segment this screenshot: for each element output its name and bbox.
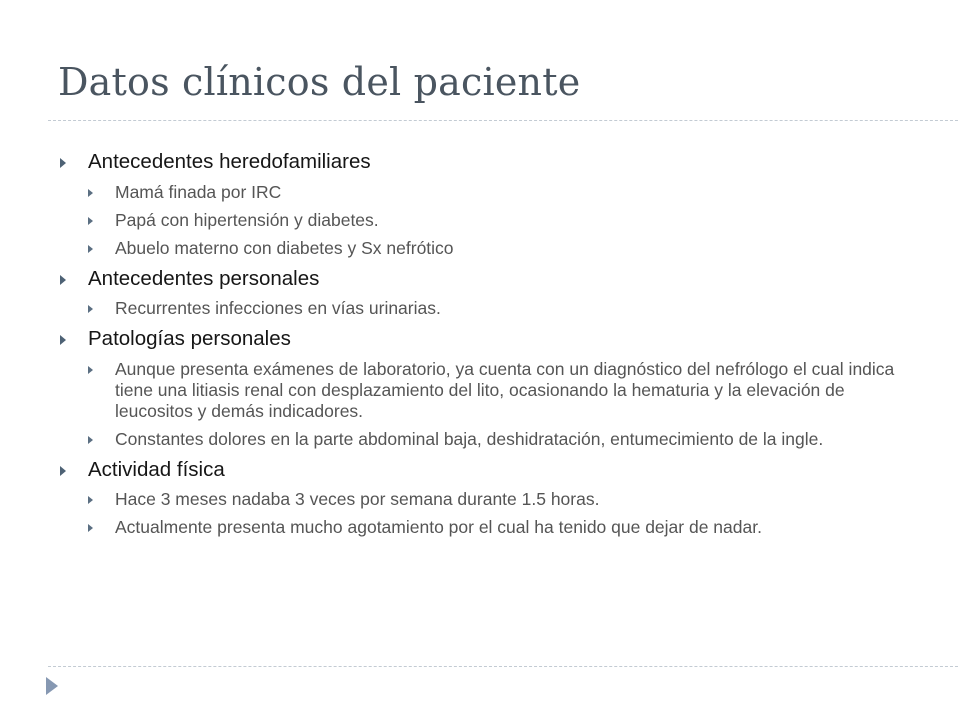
section-heading-text: Patologías personales [88,327,291,351]
list-item [58,182,908,203]
list-item [58,359,908,422]
sub-bullet-arrow-icon [88,496,93,504]
list-item-text: Constantes dolores en la parte abdominal baja, deshidratación, entumecimiento de la ingle. [115,428,824,449]
sub-bullet-arrow-icon [88,189,93,197]
title-divider [48,120,960,121]
slide-title: Datos clínicos del paciente [58,60,581,104]
section-heading-antecedentes-personales [58,267,908,292]
section-heading-antecedentes-heredofamiliares [58,150,908,175]
slide-content [58,150,908,538]
sub-bullet-arrow-icon [88,524,93,532]
sub-bullet-arrow-icon [88,245,93,253]
sub-bullet-arrow-icon [88,436,93,444]
list-item-text: Papá con hipertensión y diabetes. [115,209,379,230]
sub-bullet-arrow-icon [88,217,93,225]
bullet-arrow-icon [60,275,66,285]
list-item [58,429,908,450]
sub-bullet-arrow-icon [88,366,93,374]
list-item [58,517,908,538]
bullet-arrow-icon [60,335,66,345]
bullet-arrow-icon [60,158,66,168]
footer-divider [48,666,960,667]
list-item [58,210,908,231]
corner-arrow-icon [46,677,58,695]
section-heading-patologias-personales [58,327,908,352]
list-item-text: Actualmente presenta mucho agotamiento por el cual ha tenido que dejar de nadar. [115,517,762,538]
bullet-arrow-icon [60,466,66,476]
section-heading-actividad-fisica [58,458,908,483]
list-item [58,238,908,259]
section-heading-text: Antecedentes heredofamiliares [88,150,371,173]
list-item-text: Mamá finada por IRC [115,181,282,202]
list-item [58,298,908,319]
list-item-text: Aunque presenta exámenes de laboratorio, ya cuenta con un diagnóstico del nefrólogo el cual indica tiene una litiasis renal con desplazamiento del lito, ocasionando la hematuria y la elevación de leucositos y demás indicadores. [115,358,895,421]
list-item-text: Abuelo materno con diabetes y Sx nefrótico [115,237,454,258]
section-heading-text: Antecedentes personales [88,266,320,290]
list-item-text: Recurrentes infecciones en vías urinarias. [115,298,441,319]
list-item-text: Hace 3 meses nadaba 3 veces por semana durante 1.5 horas. [115,489,600,510]
sub-bullet-arrow-icon [88,305,93,313]
list-item [58,489,908,510]
section-heading-text: Actividad física [88,457,225,481]
